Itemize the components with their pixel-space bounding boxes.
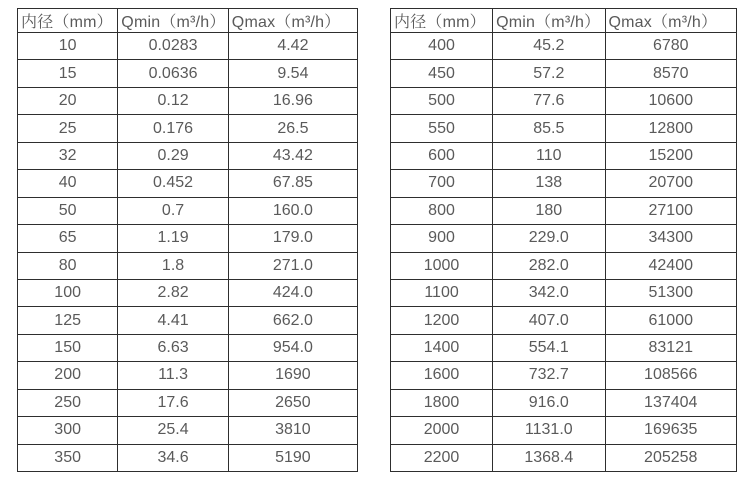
cell-qmin: 916.0	[493, 389, 605, 416]
cell-qmin: 0.7	[118, 197, 229, 224]
cell-diameter: 20	[18, 87, 118, 114]
cell-qmax: 26.5	[228, 115, 357, 142]
table-row	[391, 115, 737, 142]
cell-diameter: 65	[18, 225, 118, 252]
cell-diameter: 550	[391, 115, 493, 142]
table-row	[391, 334, 737, 361]
cell-qmax: 61000	[605, 307, 737, 334]
cell-qmax: 20700	[605, 170, 737, 197]
cell-qmin: 0.176	[118, 115, 229, 142]
cell-diameter: 1800	[391, 389, 493, 416]
cell-qmin: 57.2	[493, 60, 605, 87]
column-header-diameter: 内径（mm）	[391, 9, 493, 33]
cell-qmax: 169635	[605, 417, 737, 444]
cell-diameter: 40	[18, 170, 118, 197]
header-row	[18, 9, 358, 33]
cell-qmax: 51300	[605, 279, 737, 306]
cell-qmax: 5190	[228, 444, 357, 471]
cell-diameter: 10	[18, 33, 118, 60]
table-row	[391, 197, 737, 224]
table-row	[18, 197, 358, 224]
cell-diameter: 2200	[391, 444, 493, 471]
cell-qmin: 6.63	[118, 334, 229, 361]
cell-qmin: 229.0	[493, 225, 605, 252]
cell-qmin: 282.0	[493, 252, 605, 279]
cell-qmin: 0.12	[118, 87, 229, 114]
table-row	[18, 334, 358, 361]
table-row	[18, 225, 358, 252]
table-row	[18, 389, 358, 416]
table-row	[391, 444, 737, 471]
cell-qmax: 27100	[605, 197, 737, 224]
table-row	[18, 362, 358, 389]
cell-diameter: 1200	[391, 307, 493, 334]
cell-diameter: 32	[18, 142, 118, 169]
cell-diameter: 125	[18, 307, 118, 334]
cell-qmax: 3810	[228, 417, 357, 444]
cell-diameter: 80	[18, 252, 118, 279]
cell-qmax: 424.0	[228, 279, 357, 306]
table-row	[391, 142, 737, 169]
cell-qmax: 6780	[605, 33, 737, 60]
cell-qmin: 138	[493, 170, 605, 197]
cell-diameter: 500	[391, 87, 493, 114]
cell-diameter: 700	[391, 170, 493, 197]
cell-qmin: 11.3	[118, 362, 229, 389]
cell-diameter: 300	[18, 417, 118, 444]
column-header-qmin: Qmin（m³/h）	[493, 9, 605, 33]
table-row	[391, 279, 737, 306]
cell-diameter: 1600	[391, 362, 493, 389]
table-row	[18, 170, 358, 197]
table-row	[18, 252, 358, 279]
column-header-diameter: 内径（mm）	[18, 9, 118, 33]
cell-qmax: 108566	[605, 362, 737, 389]
cell-diameter: 1400	[391, 334, 493, 361]
cell-qmin: 85.5	[493, 115, 605, 142]
table-row	[18, 33, 358, 60]
table-row	[18, 115, 358, 142]
cell-qmin: 554.1	[493, 334, 605, 361]
cell-diameter: 250	[18, 389, 118, 416]
table-row	[391, 417, 737, 444]
cell-diameter: 15	[18, 60, 118, 87]
cell-qmax: 2650	[228, 389, 357, 416]
cell-diameter: 900	[391, 225, 493, 252]
cell-qmin: 0.0636	[118, 60, 229, 87]
cell-qmax: 205258	[605, 444, 737, 471]
column-header-qmin: Qmin（m³/h）	[118, 9, 229, 33]
cell-qmin: 342.0	[493, 279, 605, 306]
cell-qmin: 1131.0	[493, 417, 605, 444]
cell-qmin: 25.4	[118, 417, 229, 444]
cell-diameter: 150	[18, 334, 118, 361]
table-body	[18, 33, 358, 472]
cell-qmin: 2.82	[118, 279, 229, 306]
cell-diameter: 50	[18, 197, 118, 224]
cell-qmax: 15200	[605, 142, 737, 169]
flow-range-table-large-diameters	[390, 8, 737, 472]
table-row	[391, 33, 737, 60]
cell-diameter: 1000	[391, 252, 493, 279]
cell-diameter: 100	[18, 279, 118, 306]
cell-diameter: 600	[391, 142, 493, 169]
flow-range-table-small-diameters	[17, 8, 358, 472]
cell-qmin: 77.6	[493, 87, 605, 114]
cell-qmax: 662.0	[228, 307, 357, 334]
cell-qmax: 42400	[605, 252, 737, 279]
table-row	[391, 252, 737, 279]
cell-qmin: 1.8	[118, 252, 229, 279]
cell-qmin: 0.452	[118, 170, 229, 197]
cell-qmax: 179.0	[228, 225, 357, 252]
cell-qmin: 34.6	[118, 444, 229, 471]
cell-qmin: 180	[493, 197, 605, 224]
column-header-qmax: Qmax（m³/h）	[228, 9, 357, 33]
cell-qmin: 0.0283	[118, 33, 229, 60]
cell-diameter: 1100	[391, 279, 493, 306]
cell-diameter: 25	[18, 115, 118, 142]
cell-qmax: 9.54	[228, 60, 357, 87]
table-row	[391, 389, 737, 416]
header-row	[391, 9, 737, 33]
cell-diameter: 2000	[391, 417, 493, 444]
table-row	[391, 362, 737, 389]
cell-qmax: 8570	[605, 60, 737, 87]
table-row	[18, 417, 358, 444]
cell-qmax: 137404	[605, 389, 737, 416]
table-row	[391, 170, 737, 197]
cell-qmax: 271.0	[228, 252, 357, 279]
table-row	[18, 60, 358, 87]
table-row	[391, 307, 737, 334]
cell-qmin: 17.6	[118, 389, 229, 416]
cell-qmax: 1690	[228, 362, 357, 389]
column-header-qmax: Qmax（m³/h）	[605, 9, 737, 33]
cell-qmax: 67.85	[228, 170, 357, 197]
cell-qmax: 4.42	[228, 33, 357, 60]
cell-qmax: 10600	[605, 87, 737, 114]
cell-qmin: 732.7	[493, 362, 605, 389]
cell-qmax: 16.96	[228, 87, 357, 114]
cell-diameter: 400	[391, 33, 493, 60]
cell-qmax: 43.42	[228, 142, 357, 169]
cell-qmin: 1368.4	[493, 444, 605, 471]
table-row	[18, 444, 358, 471]
table-row	[18, 87, 358, 114]
table-row	[18, 279, 358, 306]
cell-qmax: 160.0	[228, 197, 357, 224]
cell-diameter: 350	[18, 444, 118, 471]
cell-diameter: 450	[391, 60, 493, 87]
cell-qmin: 407.0	[493, 307, 605, 334]
cell-qmin: 0.29	[118, 142, 229, 169]
table-row	[391, 60, 737, 87]
cell-qmax: 12800	[605, 115, 737, 142]
cell-qmax: 34300	[605, 225, 737, 252]
cell-diameter: 200	[18, 362, 118, 389]
cell-qmin: 1.19	[118, 225, 229, 252]
cell-qmax: 954.0	[228, 334, 357, 361]
table-body	[391, 33, 737, 472]
table-row	[18, 142, 358, 169]
cell-qmin: 4.41	[118, 307, 229, 334]
table-row	[18, 307, 358, 334]
cell-qmin: 110	[493, 142, 605, 169]
cell-diameter: 800	[391, 197, 493, 224]
table-row	[391, 225, 737, 252]
cell-qmax: 83121	[605, 334, 737, 361]
table-row	[391, 87, 737, 114]
cell-qmin: 45.2	[493, 33, 605, 60]
